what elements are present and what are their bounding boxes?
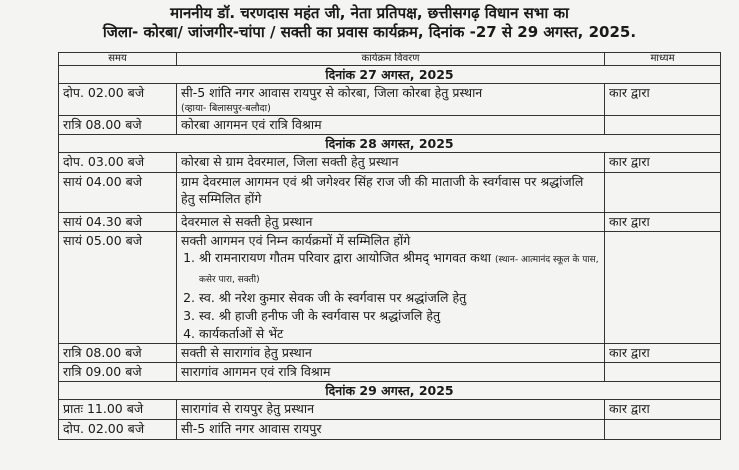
- mode-cell: [605, 420, 721, 440]
- time-cell: रात्रि 09.00 बजे: [59, 363, 177, 382]
- time-cell: दोप. 03.00 बजे: [59, 153, 177, 173]
- details-cell: कोरबा आगमन एवं रात्रि विश्राम: [177, 116, 605, 135]
- col-details: कार्यक्रम विवरण: [177, 53, 605, 66]
- mode-cell: कार द्वारा: [605, 400, 721, 420]
- details-cell: ग्राम देवरमाल आगमन एवं श्री जगेश्वर सिंह राज जी की माताजी के स्वर्गवास पर श्रद्धांजलि हेतु सम्मिलित होंगे: [177, 173, 605, 213]
- date-row: [59, 135, 721, 153]
- header-line-2: जिला- कोरबा/ जांजगीर-चांपा / सक्ती का प्रवास कार्यक्रम, दिनांक -27 से 29 अगस्त, 2025.: [102, 23, 637, 41]
- time-cell: सायं 04.00 बजे: [59, 173, 177, 213]
- date-27: दिनांक 27 अगस्त, 2025: [59, 66, 721, 84]
- table-row: [59, 232, 721, 344]
- time-cell: प्रातः 11.00 बजे: [59, 400, 177, 420]
- details-cell: सारागांव से रायपुर हेतु प्रस्थान: [177, 400, 605, 420]
- mode-cell: कार द्वारा: [605, 344, 721, 363]
- list-item: 2. स्व. श्री नरेश कुमार सेवक जी के स्वर्गवास पर श्रद्धांजलि हेतु: [199, 289, 600, 307]
- details-sub: (व्हाया- बिलासपुर-बलौदा): [181, 103, 271, 114]
- mode-cell: [605, 363, 721, 382]
- col-mode: माध्यम: [605, 53, 721, 66]
- details-text: सी-5 शांति नगर आवास रायपुर से कोरबा, जिला कोरबा हेतु प्रस्थान: [181, 85, 483, 100]
- time-cell: सायं 05.00 बजे: [59, 232, 177, 344]
- list-item-sub: (स्थान- आत्मानंद स्कूल के पास, कसेर पारा, सक्ती): [199, 255, 599, 285]
- list-item: 4. कार्यकर्ताओं से भेंट: [199, 325, 600, 343]
- program-list: [181, 249, 600, 343]
- table-row: [59, 400, 721, 420]
- time-cell: रात्रि 08.00 बजे: [59, 344, 177, 363]
- time-cell: दोप. 02.00 बजे: [59, 420, 177, 440]
- details-cell: कोरबा से ग्राम देवरमाल, जिला सक्ती हेतु प्रस्थान: [177, 153, 605, 173]
- table-row: [59, 116, 721, 135]
- mode-cell: [605, 232, 721, 344]
- header-line-1: माननीय डॉ. चरणदास महंत जी, नेता प्रतिपक्ष, छत्तीसगढ़ विधान सभा का: [170, 4, 569, 22]
- table-row: [59, 363, 721, 382]
- table-row: [59, 173, 721, 213]
- time-cell: सायं 04.30 बजे: [59, 213, 177, 232]
- col-time: समय: [59, 53, 177, 66]
- time-cell: रात्रि 08.00 बजे: [59, 116, 177, 135]
- mode-cell: कार द्वारा: [605, 84, 721, 116]
- details-cell: देवरमाल से सक्ती हेतु प्रस्थान: [177, 213, 605, 232]
- table-row: [59, 420, 721, 440]
- mode-cell: [605, 116, 721, 135]
- date-row: [59, 66, 721, 84]
- table-row: [59, 153, 721, 173]
- table-row: [59, 344, 721, 363]
- time-cell: दोप. 02.00 बजे: [59, 84, 177, 116]
- list-item: 3. स्व. श्री हाजी हनीफ जी के स्वर्गवास पर श्रद्धांजलि हेतु: [199, 307, 600, 325]
- date-29: दिनांक 29 अगस्त, 2025: [59, 382, 721, 400]
- date-row: [59, 382, 721, 400]
- date-28: दिनांक 28 अगस्त, 2025: [59, 135, 721, 153]
- details-cell: सारागांव आगमन एवं रात्रि विश्राम: [177, 363, 605, 382]
- mode-cell: कार द्वारा: [605, 153, 721, 173]
- details-cell: [177, 84, 605, 116]
- details-cell: सी-5 शांति नगर आवास रायपुर: [177, 420, 605, 440]
- header-row: [59, 53, 721, 66]
- table-row: [59, 84, 721, 116]
- details-cell: [177, 232, 605, 344]
- mode-cell: कार द्वारा: [605, 213, 721, 232]
- list-item: 1. श्री रामनारायण गौतम परिवार द्वारा आयोजित श्रीमद् भागवत कथा (स्थान- आत्मानंद स्कूल के पास, कसेर पारा, सक्ती): [199, 249, 600, 289]
- details-text: सक्ती आगमन एवं निम्न कार्यक्रमों में सम्मिलित होंगे: [181, 233, 411, 248]
- mode-cell: [605, 173, 721, 213]
- table-row: [59, 213, 721, 232]
- schedule-table: [58, 52, 721, 440]
- details-cell: सक्ती से सारागांव हेतु प्रस्थान: [177, 344, 605, 363]
